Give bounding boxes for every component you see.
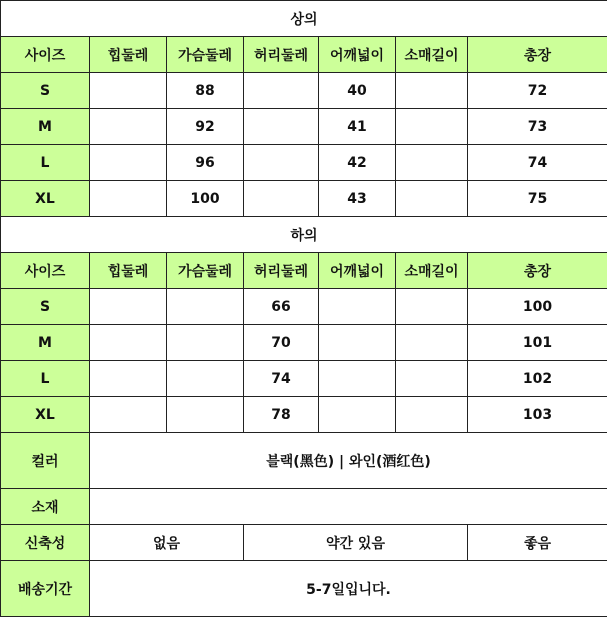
length-cell: 102 <box>468 361 607 397</box>
size-cell: XL <box>1 181 90 217</box>
size-cell: L <box>1 361 90 397</box>
table-row <box>1 145 607 181</box>
shoulder-cell: 41 <box>319 109 396 145</box>
shoulder-cell: 43 <box>319 181 396 217</box>
sleeve-cell <box>396 325 468 361</box>
table-row <box>1 289 607 325</box>
chest-cell: 96 <box>167 145 244 181</box>
top-section-title: 상의 <box>1 1 607 37</box>
header-size: 사이즈 <box>1 253 90 289</box>
color-label: 컬러 <box>1 433 90 489</box>
chest-cell: 92 <box>167 109 244 145</box>
bottom-header-row <box>1 253 607 289</box>
waist-cell <box>244 145 319 181</box>
stretch-none: 없음 <box>90 525 244 561</box>
material-row <box>1 489 607 525</box>
header-shoulder: 어깨넓이 <box>319 253 396 289</box>
length-cell: 74 <box>468 145 607 181</box>
color-row <box>1 433 607 489</box>
size-cell: M <box>1 325 90 361</box>
length-cell: 103 <box>468 397 607 433</box>
table-row <box>1 73 607 109</box>
waist-cell: 70 <box>244 325 319 361</box>
sleeve-cell <box>396 397 468 433</box>
hip-cell <box>90 361 167 397</box>
shoulder-cell <box>319 289 396 325</box>
waist-cell <box>244 181 319 217</box>
stretch-row <box>1 525 607 561</box>
stretch-some: 약간 있음 <box>244 525 468 561</box>
header-shoulder: 어깨넓이 <box>319 37 396 73</box>
header-chest: 가슴둘레 <box>167 253 244 289</box>
stretch-good: 좋음 <box>468 525 607 561</box>
waist-cell: 66 <box>244 289 319 325</box>
table-row <box>1 325 607 361</box>
bottom-section-title: 하의 <box>1 217 607 253</box>
length-cell: 100 <box>468 289 607 325</box>
sleeve-cell <box>396 181 468 217</box>
chest-cell <box>167 325 244 361</box>
waist-cell <box>244 109 319 145</box>
sleeve-cell <box>396 109 468 145</box>
hip-cell <box>90 325 167 361</box>
shoulder-cell <box>319 325 396 361</box>
shoulder-cell: 42 <box>319 145 396 181</box>
sleeve-cell <box>396 73 468 109</box>
header-length: 총장 <box>468 253 607 289</box>
shipping-value: 5-7일입니다. <box>90 561 607 617</box>
chest-cell <box>167 289 244 325</box>
top-title-row <box>1 1 607 37</box>
length-cell: 75 <box>468 181 607 217</box>
shoulder-cell <box>319 361 396 397</box>
shipping-label: 배송기간 <box>1 561 90 617</box>
chest-cell <box>167 397 244 433</box>
sleeve-cell <box>396 361 468 397</box>
header-sleeve: 소매길이 <box>396 37 468 73</box>
header-waist: 허리둘레 <box>244 253 319 289</box>
top-header-row <box>1 37 607 73</box>
bottom-title-row <box>1 217 607 253</box>
shipping-row <box>1 561 607 617</box>
waist-cell: 78 <box>244 397 319 433</box>
size-cell: L <box>1 145 90 181</box>
hip-cell <box>90 397 167 433</box>
table-row <box>1 109 607 145</box>
chest-cell: 100 <box>167 181 244 217</box>
table-row <box>1 397 607 433</box>
header-length: 총장 <box>468 37 607 73</box>
table-row <box>1 181 607 217</box>
length-cell: 101 <box>468 325 607 361</box>
chest-cell <box>167 361 244 397</box>
hip-cell <box>90 181 167 217</box>
size-cell: M <box>1 109 90 145</box>
table-row <box>1 361 607 397</box>
chest-cell: 88 <box>167 73 244 109</box>
size-cell: S <box>1 289 90 325</box>
hip-cell <box>90 109 167 145</box>
hip-cell <box>90 73 167 109</box>
size-cell: S <box>1 73 90 109</box>
hip-cell <box>90 145 167 181</box>
header-sleeve: 소매길이 <box>396 253 468 289</box>
sleeve-cell <box>396 289 468 325</box>
header-size: 사이즈 <box>1 37 90 73</box>
color-value: 블랙(黑色) | 와인(酒红色) <box>90 433 607 489</box>
shoulder-cell <box>319 397 396 433</box>
header-hip: 힙둘레 <box>90 253 167 289</box>
material-value <box>90 489 607 525</box>
header-chest: 가슴둘레 <box>167 37 244 73</box>
header-hip: 힙둘레 <box>90 37 167 73</box>
material-label: 소재 <box>1 489 90 525</box>
length-cell: 73 <box>468 109 607 145</box>
shoulder-cell: 40 <box>319 73 396 109</box>
header-waist: 허리둘레 <box>244 37 319 73</box>
stretch-label: 신축성 <box>1 525 90 561</box>
waist-cell: 74 <box>244 361 319 397</box>
sleeve-cell <box>396 145 468 181</box>
waist-cell <box>244 73 319 109</box>
hip-cell <box>90 289 167 325</box>
size-cell: XL <box>1 397 90 433</box>
length-cell: 72 <box>468 73 607 109</box>
